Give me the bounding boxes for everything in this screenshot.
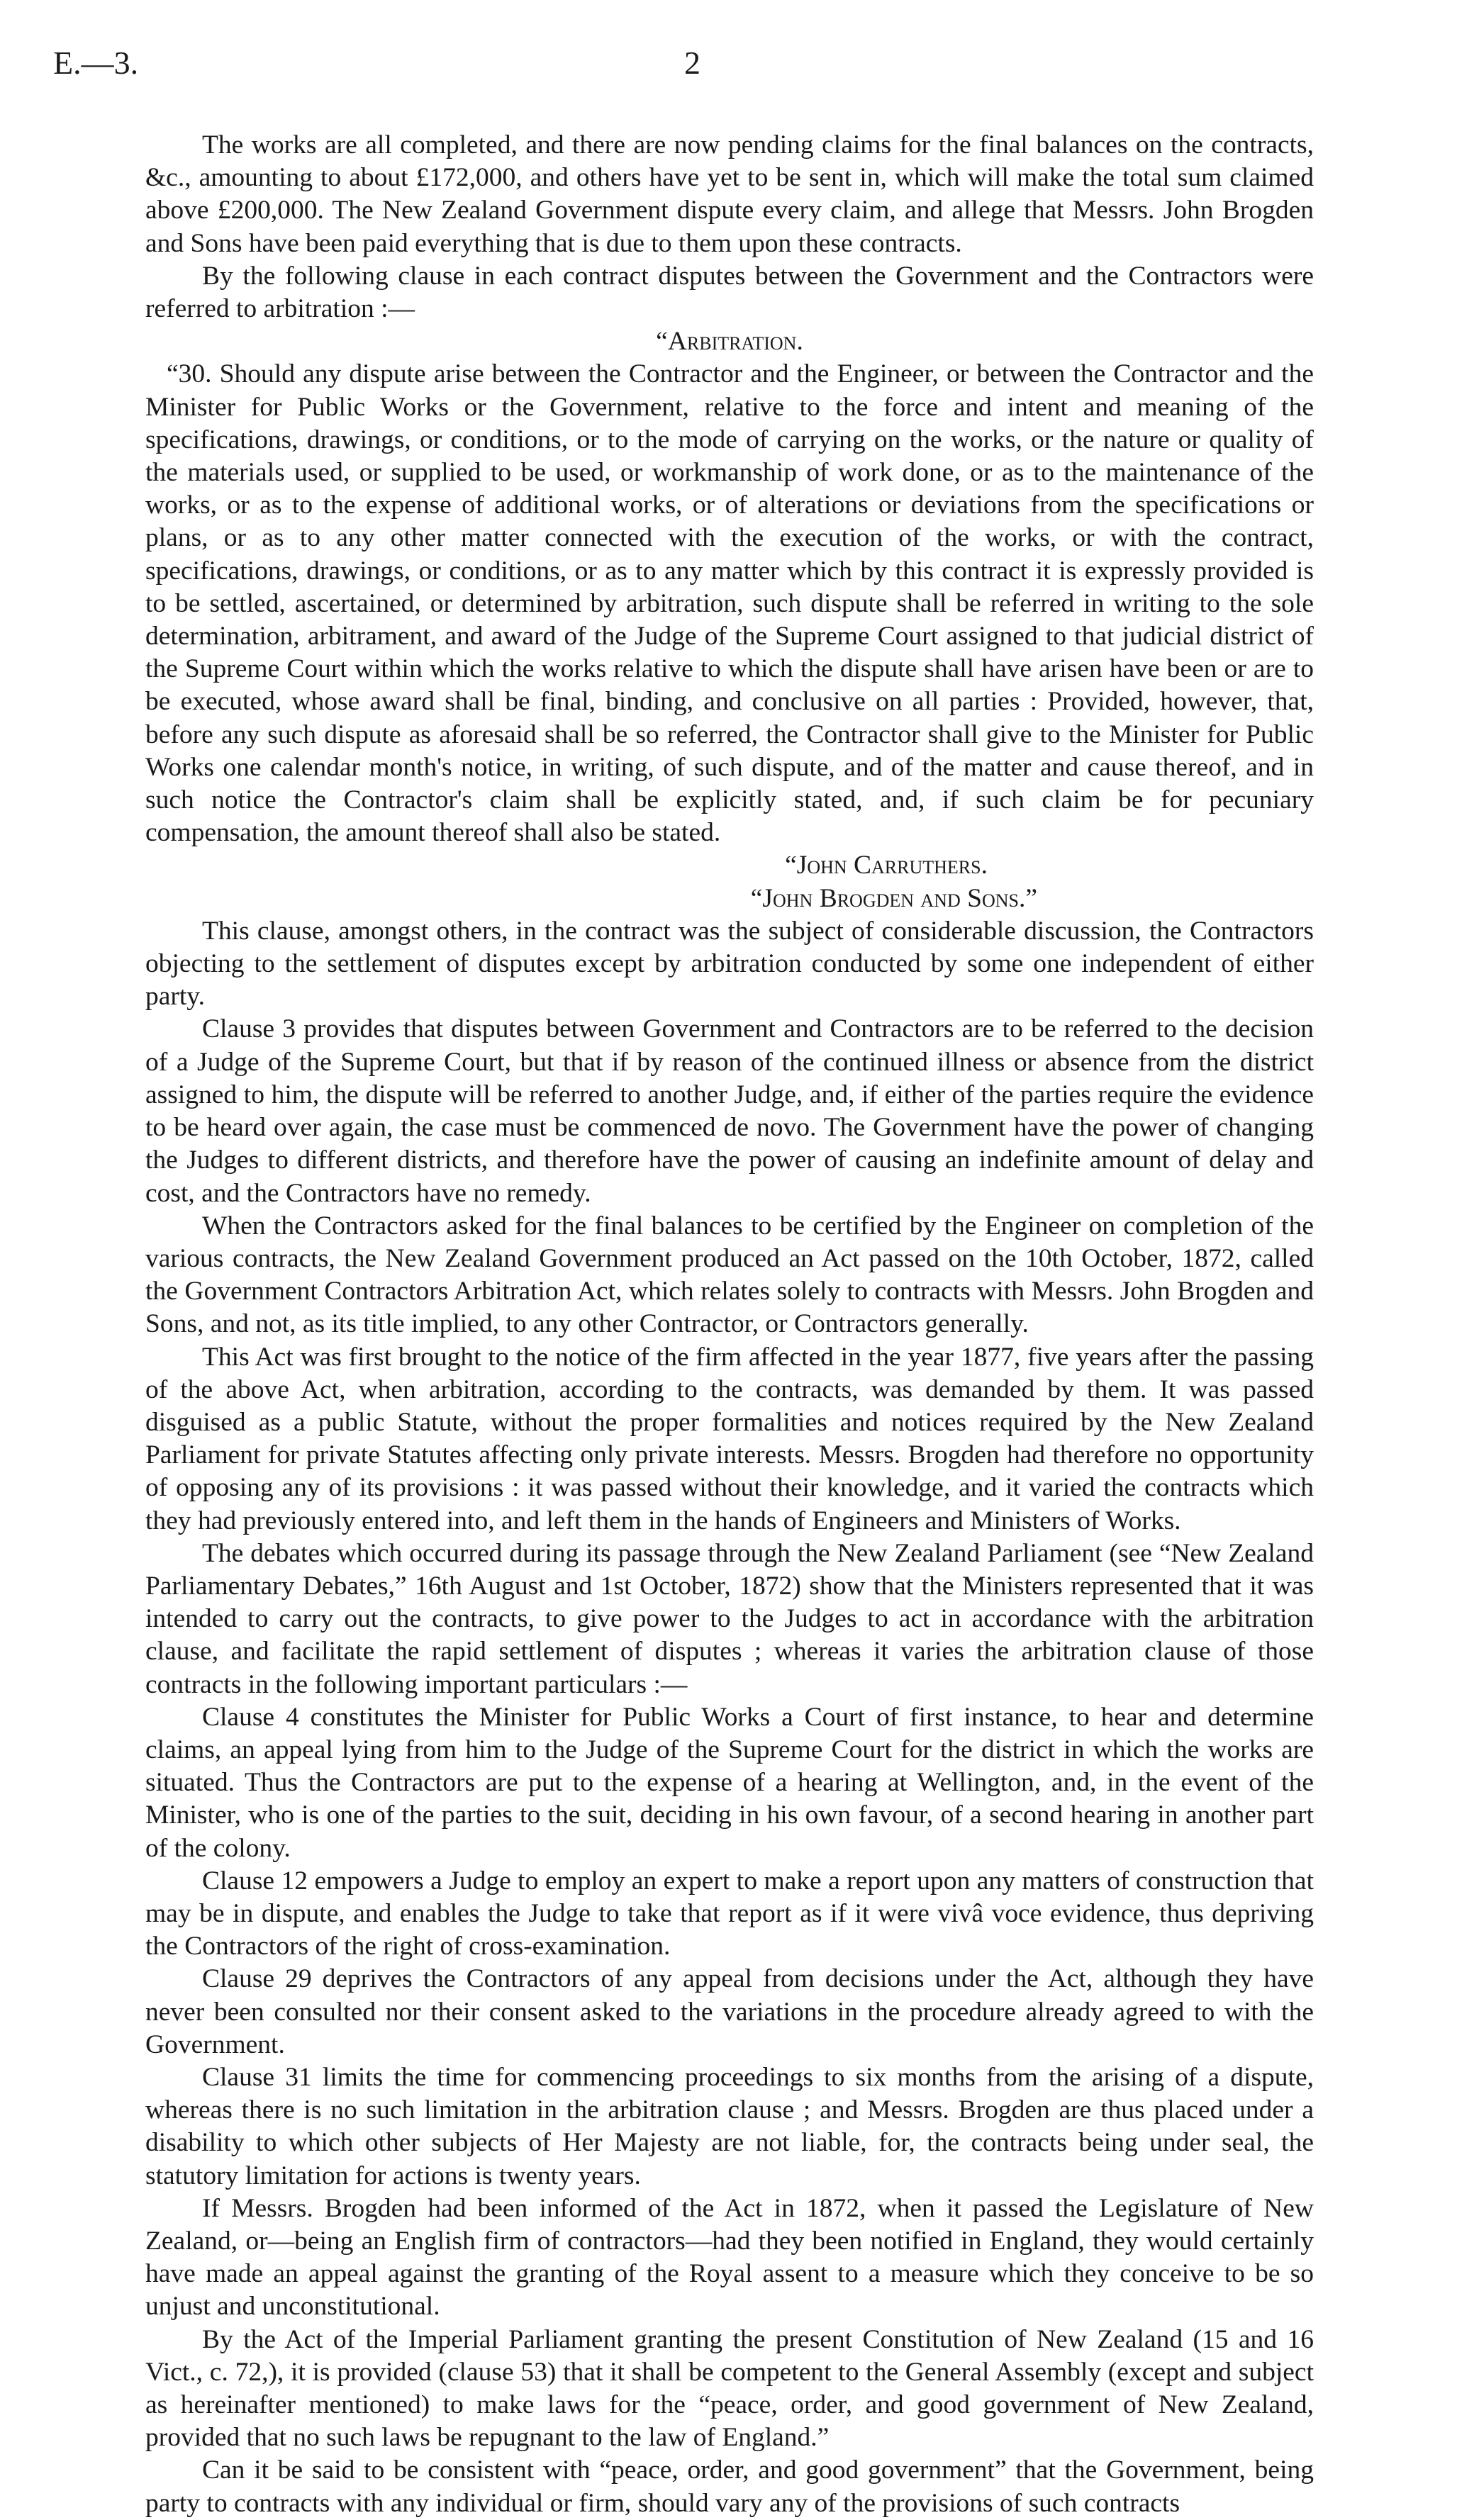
paragraph: This clause, amongst others, in the contract was the subject of considerable discussion, the Contractors objecting to the settlement of disputes except by arbitration conducted by some one independent of either party. xyxy=(145,916,1314,1012)
paragraph: Can it be said to be consistent with “peace, order, and good government” that the Government, being party to contracts with any individual or firm, should vary any of the provisions of such contracts xyxy=(145,2455,1314,2518)
page-number: 2 xyxy=(684,45,700,81)
signature-2: “John Brogden and Sons.” xyxy=(750,883,1037,913)
paragraph: Clause 4 constitutes the Minister for Public Works a Court of first instance, to hear and determine claims, an appeal lying from him to the Judge of the Supreme Court for the district in which the works are situated. Thus the Contractors are put to the expense of a hearing at Wellington, and, in the event of the Minister, who is one of the parties to the suit, deciding in his own favour, of a second hearing in another part of the colony. xyxy=(145,1702,1314,1863)
paragraph: Clause 29 deprives the Contractors of any appeal from decisions under the Act, although they have never been consulted nor their consent asked to the variations in the procedure already agreed to with the Government. xyxy=(145,1964,1314,2059)
signature-1: “John Carruthers. xyxy=(785,851,988,880)
document-code: E.—3. xyxy=(53,45,139,81)
paragraph: Clause 3 provides that disputes between Government and Contractors are to be referred to the decision of a Judge of the Supreme Court, but that if by reason of the continued illness or absence from the district assigned to him, the dispute will be referred to another Judge, and, if either of the parties require the evidence to be heard over again, the case must be commenced de novo. The Government have the power of changing the Judges to different districts, and therefore have the power of causing an indefinite amount of delay and cost, and the Contractors have no remedy. xyxy=(145,1014,1314,1208)
document-body xyxy=(145,129,1314,2520)
paragraph: This Act was first brought to the notice of the firm affected in the year 1877, five years after the passing of the above Act, when arbitration, according to the contracts, was demanded by them. It was passed disguised as a public Statute, without the proper formalities and notices required by the New Zealand Parliament for private Statutes affecting only private interests. Messrs. Brogden had therefore no opportunity of opposing any of its provisions : it was passed without their knowledge, and it varied the contracts which they had previously entered into, and left them in the hands of Engineers and Ministers of Works. xyxy=(145,1342,1314,1535)
paragraph: Clause 31 limits the time for commencing proceedings to six months from the arising of a dispute, whereas there is no such limitation in the arbitration clause ; and Messrs. Brogden are thus placed under a disability to which other subjects of Her Majesty are not liable, for, the contracts being under seal, the statutory limitation for actions is twenty years. xyxy=(145,2062,1314,2190)
paragraph: By the following clause in each contract disputes between the Government and the Contractors were referred to arbitration :— xyxy=(145,261,1314,324)
paragraph: The works are all completed, and there are now pending claims for the final balances on the contracts, &c., amounting to about £172,000, and others have yet to be sent in, which will make the total sum claimed above £200,000. The New Zealand Government dispute every claim, and allege that Messrs. John Brogden and Sons have been paid everything that is due to them upon these contracts. xyxy=(145,130,1314,258)
paragraph: By the Act of the Imperial Parliament granting the present Constitution of New Zealand (15 and 16 Vict., c. 72,), it is provided (clause 53) that it shall be competent to the General Assembly (except and subject as hereinafter mentioned) to make laws for the “peace, order, and good government of New Zealand, provided that no such laws be repugnant to the law of England.” xyxy=(145,2324,1314,2453)
paragraph: When the Contractors asked for the final balances to be certified by the Engineer on completion of the various contracts, the New Zealand Government produced an Act passed on the 10th October, 1872, called the Government Contractors Arbitration Act, which relates solely to contracts with Messrs. John Brogden and Sons, and not, as its title implied, to any other Contractor, or Contractors generally. xyxy=(145,1211,1314,1339)
page-header xyxy=(53,44,1322,86)
clause-text: “30. Should any dispute arise between the Contractor and the Engineer, or between the Contractor and the Minister for Public Works or the Government, relative to the force and intent and meaning of the specifications, drawings, or conditions, or to the mode of carrying on the works, or the nature or quality of the materials used, or supplied to be used, or workmanship of work done, or as to the maintenance of the works, or as to the expense of additional works, or of alterations or deviations from the specifications or plans, or as to any other matter connected with the execution of the works, or with the contract, specifications, drawings, or conditions, or as to any matter which by this contract it is expressly provided is to be settled, ascertained, or determined by arbitration, such dispute shall be referred in writing to the sole determination, arbitrament, and award of the Judge of the Supreme Court assigned to that judicial district of the Supreme Court within which the works relative to which the dispute shall have arisen have been or are to be executed, whose award shall be final, binding, and conclusive on all parties : Provided, however, that, before any such dispute as aforesaid shall be so referred, the Contractor shall give to the Minister for Public Works one calendar month's notice, in writing, of such dispute, and of the matter and cause thereof, and in such notice the Contractor's claim shall be explicitly stated, and, if such claim be for pecuniary compensation, the amount thereof shall also be stated. xyxy=(145,359,1314,848)
clause-heading: “Arbitration. xyxy=(656,327,803,357)
paragraph: Clause 12 empowers a Judge to employ an expert to make a report upon any matters of construction that may be in dispute, and enables the Judge to take that report as if it were vivâ voce evidence, thus depriving the Contractors of the right of cross-examination. xyxy=(145,1866,1314,1961)
paragraph: If Messrs. Brogden had been informed of the Act in 1872, when it passed the Legislature of New Zealand, or—being an English firm of contractors—had they been notified in England, they would certainly have made an appeal against the granting of the Royal assent to a measure which they conceive to be so unjust and unconstitutional. xyxy=(145,2193,1314,2322)
paragraph: The debates which occurred during its passage through the New Zealand Parliament (see “New Zealand Parliamentary Debates,” 16th August and 1st October, 1872) show that the Ministers represented that it was intended to carry out the contracts, to give power to the Judges to act in accordance with the arbitration clause, and facilitate the rapid settlement of disputes ; whereas it varies the arbitration clause of those contracts in the following important particulars :— xyxy=(145,1538,1314,1699)
